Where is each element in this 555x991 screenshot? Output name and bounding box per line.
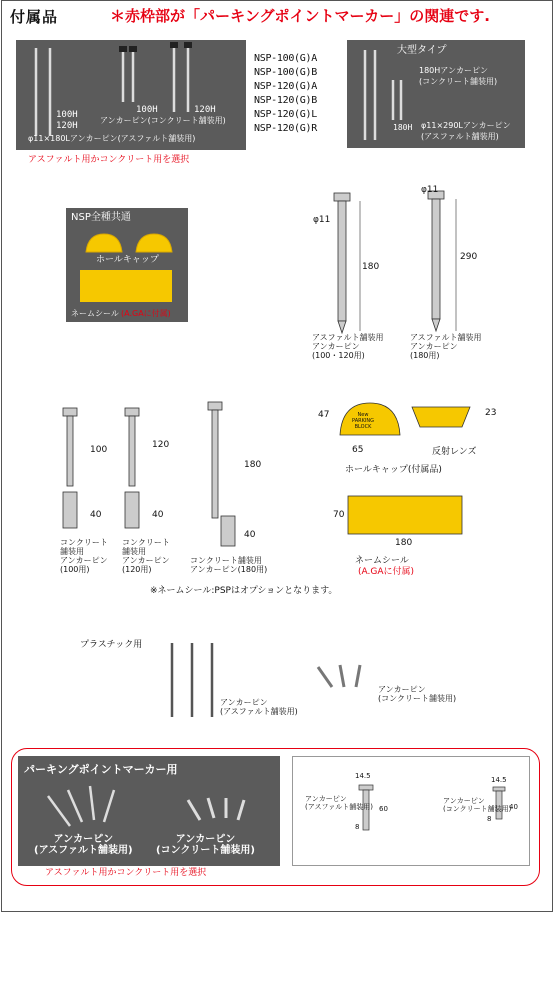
seal-caption: ネームシール bbox=[355, 556, 409, 566]
parking-dimension-box bbox=[292, 756, 530, 866]
common-parts-panel bbox=[66, 208, 188, 322]
parking-asphalt-label: アンカーピン (アスファルト舗装用) bbox=[34, 834, 133, 856]
pin2-phi: φ11 bbox=[421, 185, 439, 195]
c3-sleeve: 40 bbox=[244, 530, 256, 540]
seal-width: 180 bbox=[395, 538, 413, 548]
dia1-width: 14.5 bbox=[355, 772, 371, 780]
label-100h-a: 100H bbox=[56, 110, 78, 120]
label-120h-a: 120H bbox=[56, 121, 78, 131]
anchor-pins-panel bbox=[16, 40, 246, 150]
dia1-length: 60 bbox=[379, 805, 388, 813]
seal-note: (A.GAに付属) bbox=[121, 309, 171, 318]
large-concrete-label: 180Hアンカーピン (コンクリート舗装用) bbox=[419, 66, 498, 86]
pin2-length: 290 bbox=[460, 252, 478, 262]
c1-length: 100 bbox=[90, 445, 108, 455]
c2-length: 120 bbox=[152, 440, 170, 450]
cap-width: 65 bbox=[352, 445, 364, 455]
parking-title: パーキングポイントマーカー用 bbox=[24, 763, 178, 776]
cap-caption: ホールキャップ(付属品) bbox=[345, 465, 442, 475]
pin2-caption: アスファルト舗装用 アンカーピン (180用) bbox=[410, 333, 482, 360]
c3-caption: コンクリート舗装用 アンカーピン(180用) bbox=[190, 556, 268, 574]
reflector-label: 反射レンズ bbox=[432, 447, 477, 457]
c1-caption: コンクリート 舗装用 アンカーピン (100用) bbox=[60, 538, 108, 574]
dia2-diameter: 8 bbox=[487, 815, 492, 823]
c2-caption: コンクリート 舗装用 アンカーピン (120用) bbox=[122, 538, 170, 574]
plastic-asphalt-label: アンカーピン (アスファルト舗装用) bbox=[220, 698, 298, 716]
hole-cap-label: ホールキャップ bbox=[96, 255, 159, 265]
parking-marker-panel bbox=[18, 756, 280, 866]
pin1-phi: φ11 bbox=[313, 215, 331, 225]
dia1-label: アンカーピン (アスファルト舗装用) bbox=[305, 795, 374, 811]
plastic-concrete-label: アンカーピン (コンクリート舗装用) bbox=[378, 685, 457, 703]
label-120h-b: 120H bbox=[194, 105, 216, 115]
model-item: NSP-120(G)B bbox=[254, 95, 317, 106]
model-item: NSP-120(G)L bbox=[254, 109, 317, 120]
seal-height: 70 bbox=[333, 510, 345, 520]
page-title: 付属品 bbox=[10, 8, 59, 26]
c3-length: 180 bbox=[244, 460, 262, 470]
model-item: NSP-120(G)R bbox=[254, 123, 317, 134]
large-type-panel bbox=[347, 40, 525, 148]
label-180h: 180H bbox=[393, 123, 413, 132]
label-100h-b: 100H bbox=[136, 105, 158, 115]
model-list bbox=[254, 52, 317, 136]
c2-sleeve: 40 bbox=[152, 510, 164, 520]
plastic-label: プラスチック用 bbox=[80, 640, 143, 650]
seal-label: ネームシール bbox=[71, 309, 119, 318]
model-item: NSP-100(G)B bbox=[254, 67, 317, 78]
dia2-label: アンカーピン (コンクリート舗装用) bbox=[443, 797, 512, 813]
select-note-1: アスファルト用かコンクリート用を選択 bbox=[28, 155, 190, 165]
label-concrete-pin: アンカーピン(コンクリート舗装用) bbox=[100, 116, 226, 125]
header-note: ＊赤枠部が「パーキングポイントマーカー」の関連です. bbox=[110, 7, 490, 25]
dia1-diameter: 8 bbox=[355, 823, 360, 831]
large-type-title: 大型タイプ bbox=[397, 45, 447, 56]
seal-caption-note: (A.GAに付属) bbox=[358, 567, 415, 577]
parking-concrete-label: アンカーピン (コンクリート舗装用) bbox=[156, 834, 255, 856]
large-asphalt-label: φ11×290Lアンカーピン (アスファルト舗装用) bbox=[421, 121, 511, 141]
label-asphalt-pin: φ11×180Lアンカーピン(アスファルト舗装用) bbox=[28, 134, 196, 143]
select-note-2: アスファルト用かコンクリート用を選択 bbox=[45, 868, 207, 878]
model-item: NSP-100(G)A bbox=[254, 53, 317, 64]
cap-height: 47 bbox=[318, 410, 330, 420]
name-seal-drawing bbox=[348, 490, 468, 540]
pin1-caption: アスファルト舗装用 アンカーピン (100・120用) bbox=[312, 333, 384, 360]
psp-note: ※ネームシール:PSPはオプションとなります。 bbox=[150, 586, 338, 596]
model-item: NSP-120(G)A bbox=[254, 81, 317, 92]
cap-text: New PARKING BLOCK bbox=[352, 412, 374, 430]
dia2-width: 14.5 bbox=[491, 776, 507, 784]
common-title: NSP全種共通 bbox=[71, 212, 131, 223]
cap-depth: 23 bbox=[485, 408, 497, 418]
dia2-length: 40 bbox=[509, 803, 518, 811]
c1-sleeve: 40 bbox=[90, 510, 102, 520]
pin1-length: 180 bbox=[362, 262, 380, 272]
